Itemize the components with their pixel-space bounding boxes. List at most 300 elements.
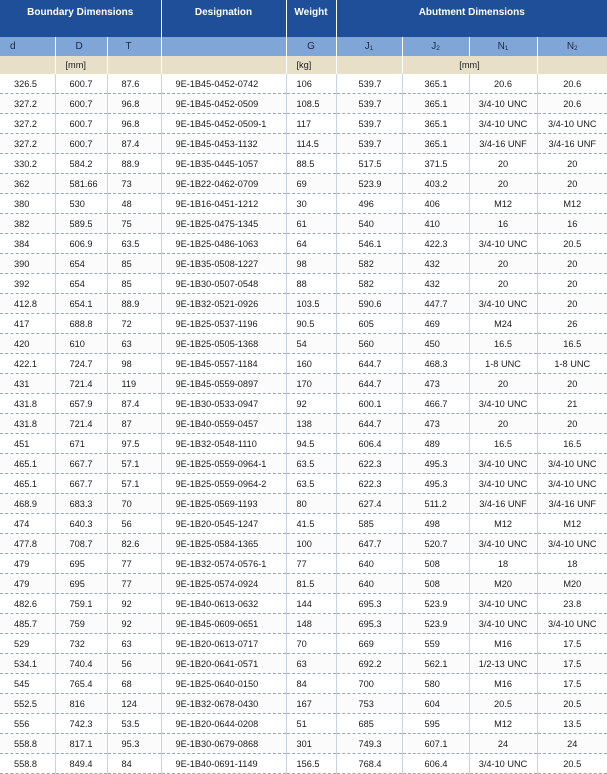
cell-J1: 700 <box>336 674 402 694</box>
col-J2-header: $J_2$ <box>402 37 469 56</box>
cell-d: 451 <box>0 434 55 454</box>
cell-J2: 365.1 <box>402 74 469 94</box>
table-row <box>0 154 607 174</box>
cell-d: 465.1 <box>0 454 55 474</box>
cell-d: 485.7 <box>0 614 55 634</box>
cell-N1: M20 <box>469 574 537 594</box>
cell-J1: 605 <box>336 314 402 334</box>
cell-J1: 496 <box>336 194 402 214</box>
cell-N1: 16.5 <box>469 434 537 454</box>
cell-D: 640.3 <box>55 514 107 534</box>
cell-D: 721.4 <box>55 374 107 394</box>
cell-N2: 3/4-16 UNF <box>537 494 607 514</box>
cell-designation: 9E-1B25-0559-0964-1 <box>161 454 286 474</box>
cell-T: 87.4 <box>107 134 161 154</box>
cell-D: 683.3 <box>55 494 107 514</box>
cell-designation: 9E-1B20-0641-0571 <box>161 654 286 674</box>
cell-N1: 3/4-10 UNC <box>469 754 537 774</box>
col-N1-header: $N_1$ <box>469 37 537 56</box>
cell-J1: 644.7 <box>336 414 402 434</box>
cell-T: 98 <box>107 354 161 374</box>
cell-N2: 20 <box>537 414 607 434</box>
cell-weight-G: 138 <box>286 414 336 434</box>
cell-J2: 422.3 <box>402 234 469 254</box>
cell-J1: 753 <box>336 694 402 714</box>
cell-N1: M12 <box>469 714 537 734</box>
cell-d: 420 <box>0 334 55 354</box>
cell-weight-G: 167 <box>286 694 336 714</box>
cell-T: 119 <box>107 374 161 394</box>
cell-J1: 695.3 <box>336 614 402 634</box>
cell-weight-G: 301 <box>286 734 336 754</box>
cell-J1: 517.5 <box>336 154 402 174</box>
cell-N1: 16.5 <box>469 334 537 354</box>
designation-header: Designation <box>161 0 286 37</box>
table-row <box>0 694 607 714</box>
cell-N2: 24 <box>537 734 607 754</box>
table-row <box>0 494 607 514</box>
cell-designation: 9E-1B16-0451-1212 <box>161 194 286 214</box>
cell-D: 667.7 <box>55 474 107 494</box>
cell-D: 584.2 <box>55 154 107 174</box>
cell-N2: 20 <box>537 374 607 394</box>
cell-d: 545 <box>0 674 55 694</box>
unit-blank-J1 <box>336 56 402 74</box>
cell-N1: 3/4-10 UNC <box>469 594 537 614</box>
cell-J1: 627.4 <box>336 494 402 514</box>
cell-N2: 20 <box>537 294 607 314</box>
cell-d: 474 <box>0 514 55 534</box>
cell-T: 92 <box>107 614 161 634</box>
table-row <box>0 534 607 554</box>
cell-N2: 20.5 <box>537 754 607 774</box>
cell-J2: 559 <box>402 634 469 654</box>
cell-T: 124 <box>107 694 161 714</box>
cell-J2: 495.3 <box>402 454 469 474</box>
symbol-header-row <box>0 37 607 56</box>
cell-N2: 3/4-10 UNC <box>537 614 607 634</box>
cell-D: 654 <box>55 254 107 274</box>
cell-T: 73 <box>107 174 161 194</box>
unit-row <box>0 56 607 74</box>
cell-J2: 365.1 <box>402 114 469 134</box>
col-G-header: G <box>286 37 336 56</box>
cell-J2: 473 <box>402 374 469 394</box>
weight-unit: [kg] <box>286 56 336 74</box>
cell-J1: 539.7 <box>336 74 402 94</box>
cell-d: 384 <box>0 234 55 254</box>
cell-designation: 9E-1B40-0691-1149 <box>161 754 286 774</box>
cell-weight-G: 63.5 <box>286 454 336 474</box>
cell-N2: 20 <box>537 274 607 294</box>
cell-weight-G: 114.5 <box>286 134 336 154</box>
cell-weight-G: 70 <box>286 634 336 654</box>
cell-J2: 432 <box>402 254 469 274</box>
table-row <box>0 114 607 134</box>
cell-J2: 508 <box>402 574 469 594</box>
cell-J2: 508 <box>402 554 469 574</box>
cell-designation: 9E-1B35-0445-1057 <box>161 154 286 174</box>
cell-N2: 16 <box>537 214 607 234</box>
boundary-unit: [mm] <box>55 56 107 74</box>
cell-weight-G: 106 <box>286 74 336 94</box>
cell-N1: M16 <box>469 674 537 694</box>
cell-N1: 20 <box>469 154 537 174</box>
cell-J2: 406 <box>402 194 469 214</box>
table-row <box>0 74 607 94</box>
cell-weight-G: 63 <box>286 654 336 674</box>
cell-J1: 622.3 <box>336 454 402 474</box>
cell-J2: 371.5 <box>402 154 469 174</box>
cell-N1: 20.5 <box>469 694 537 714</box>
cell-N2: M20 <box>537 574 607 594</box>
cell-d: 534.1 <box>0 654 55 674</box>
cell-D: 695 <box>55 574 107 594</box>
cell-N2: 3/4-10 UNC <box>537 534 607 554</box>
cell-d: 479 <box>0 554 55 574</box>
cell-D: 817.1 <box>55 734 107 754</box>
cell-designation: 9E-1B30-0533-0947 <box>161 394 286 414</box>
cell-T: 57.1 <box>107 454 161 474</box>
cell-J1: 669 <box>336 634 402 654</box>
cell-J1: 539.7 <box>336 134 402 154</box>
cell-weight-G: 54 <box>286 334 336 354</box>
cell-N1: 16 <box>469 214 537 234</box>
cell-N2: 16.5 <box>537 434 607 454</box>
cell-N1: M16 <box>469 634 537 654</box>
cell-J1: 600.1 <box>336 394 402 414</box>
cell-T: 97.5 <box>107 434 161 454</box>
unit-blank-d <box>0 56 55 74</box>
cell-designation: 9E-1B45-0453-1132 <box>161 134 286 154</box>
cell-designation: 9E-1B45-0557-1184 <box>161 354 286 374</box>
cell-N2: M12 <box>537 514 607 534</box>
cell-N2: 20.5 <box>537 234 607 254</box>
cell-J2: 498 <box>402 514 469 534</box>
cell-d: 529 <box>0 634 55 654</box>
table-row <box>0 234 607 254</box>
cell-d: 390 <box>0 254 55 274</box>
cell-designation: 9E-1B25-0505-1368 <box>161 334 286 354</box>
cell-N2: 3/4-10 UNC <box>537 114 607 134</box>
cell-D: 654 <box>55 274 107 294</box>
table-body <box>0 74 607 774</box>
cell-D: 695 <box>55 554 107 574</box>
cell-T: 82.6 <box>107 534 161 554</box>
cell-weight-G: 103.5 <box>286 294 336 314</box>
abutment-dimensions-header: Abutment Dimensions <box>336 0 607 37</box>
cell-weight-G: 94.5 <box>286 434 336 454</box>
cell-d: 382 <box>0 214 55 234</box>
unit-blank-T <box>107 56 161 74</box>
cell-N2: 20 <box>537 174 607 194</box>
table-row <box>0 574 607 594</box>
table-row <box>0 634 607 654</box>
table-row <box>0 314 607 334</box>
cell-J1: 540 <box>336 214 402 234</box>
cell-N1: M24 <box>469 314 537 334</box>
cell-designation: 9E-1B40-0613-0632 <box>161 594 286 614</box>
table-row <box>0 654 607 674</box>
cell-N1: 20 <box>469 254 537 274</box>
cell-weight-G: 61 <box>286 214 336 234</box>
cell-J1: 644.7 <box>336 354 402 374</box>
cell-J1: 546.1 <box>336 234 402 254</box>
cell-designation: 9E-1B25-0640-0150 <box>161 674 286 694</box>
table-row <box>0 434 607 454</box>
cell-weight-G: 88.5 <box>286 154 336 174</box>
table-row <box>0 394 607 414</box>
table-row <box>0 274 607 294</box>
cell-D: 671 <box>55 434 107 454</box>
cell-d: 482.6 <box>0 594 55 614</box>
cell-weight-G: 160 <box>286 354 336 374</box>
cell-weight-G: 84 <box>286 674 336 694</box>
cell-D: 654.1 <box>55 294 107 314</box>
cell-d: 431.8 <box>0 414 55 434</box>
cell-N2: 17.5 <box>537 634 607 654</box>
table-row <box>0 254 607 274</box>
cell-J2: 606.4 <box>402 754 469 774</box>
cell-weight-G: 98 <box>286 254 336 274</box>
cell-weight-G: 41.5 <box>286 514 336 534</box>
cell-designation: 9E-1B32-0548-1110 <box>161 434 286 454</box>
cell-weight-G: 77 <box>286 554 336 574</box>
cell-D: 589.5 <box>55 214 107 234</box>
cell-weight-G: 100 <box>286 534 336 554</box>
table-row <box>0 514 607 534</box>
col-d-header: d <box>0 37 55 56</box>
cell-J1: 749.3 <box>336 734 402 754</box>
cell-D: 600.7 <box>55 114 107 134</box>
cell-d: 556 <box>0 714 55 734</box>
cell-N2: 20.5 <box>537 694 607 714</box>
cell-designation: 9E-1B45-0559-0897 <box>161 374 286 394</box>
cell-N1: 3/4-10 UNC <box>469 454 537 474</box>
cell-D: 740.4 <box>55 654 107 674</box>
cell-N1: 20 <box>469 274 537 294</box>
cell-J2: 489 <box>402 434 469 454</box>
cell-J2: 595 <box>402 714 469 734</box>
cell-J2: 468.3 <box>402 354 469 374</box>
cell-D: 600.7 <box>55 74 107 94</box>
cell-weight-G: 90.5 <box>286 314 336 334</box>
cell-designation: 9E-1B45-0452-0509-1 <box>161 114 286 134</box>
table-row <box>0 194 607 214</box>
cell-T: 63.5 <box>107 234 161 254</box>
boundary-dimensions-header: Boundary Dimensions <box>0 0 161 37</box>
cell-J1: 640 <box>336 574 402 594</box>
cell-designation: 9E-1B25-0559-0964-2 <box>161 474 286 494</box>
cell-N2: 3/4-10 UNC <box>537 454 607 474</box>
table-row <box>0 94 607 114</box>
cell-designation: 9E-1B25-0475-1345 <box>161 214 286 234</box>
cell-N1: 20 <box>469 374 537 394</box>
cell-N1: 1/2-13 UNC <box>469 654 537 674</box>
cell-J2: 607.1 <box>402 734 469 754</box>
cell-J2: 520.7 <box>402 534 469 554</box>
cell-J2: 523.9 <box>402 594 469 614</box>
cell-T: 95.3 <box>107 734 161 754</box>
cell-d: 468.9 <box>0 494 55 514</box>
cell-J1: 560 <box>336 334 402 354</box>
col-J1-header: $J_1$ <box>336 37 402 56</box>
cell-d: 380 <box>0 194 55 214</box>
cell-D: 708.7 <box>55 534 107 554</box>
cell-T: 88.9 <box>107 294 161 314</box>
cell-N2: 20 <box>537 154 607 174</box>
cell-J1: 768.4 <box>336 754 402 774</box>
cell-N1: 24 <box>469 734 537 754</box>
cell-J1: 692.2 <box>336 654 402 674</box>
cell-d: 392 <box>0 274 55 294</box>
cell-designation: 9E-1B40-0559-0457 <box>161 414 286 434</box>
cell-weight-G: 81.5 <box>286 574 336 594</box>
cell-J2: 450 <box>402 334 469 354</box>
cell-weight-G: 156.5 <box>286 754 336 774</box>
cell-D: 759.1 <box>55 594 107 614</box>
cell-designation: 9E-1B35-0508-1227 <box>161 254 286 274</box>
cell-designation: 9E-1B30-0507-0548 <box>161 274 286 294</box>
table-row <box>0 734 607 754</box>
cell-D: 606.9 <box>55 234 107 254</box>
cell-J1: 590.6 <box>336 294 402 314</box>
cell-J2: 562.1 <box>402 654 469 674</box>
cell-J2: 447.7 <box>402 294 469 314</box>
unit-blank-N2 <box>537 56 607 74</box>
cell-T: 68 <box>107 674 161 694</box>
cell-N1: 20 <box>469 414 537 434</box>
cell-d: 422.1 <box>0 354 55 374</box>
cell-J1: 606.4 <box>336 434 402 454</box>
cell-J2: 403.2 <box>402 174 469 194</box>
cell-designation: 9E-1B25-0537-1196 <box>161 314 286 334</box>
cell-designation: 9E-1B32-0678-0430 <box>161 694 286 714</box>
cell-d: 558.8 <box>0 734 55 754</box>
cell-D: 610 <box>55 334 107 354</box>
cell-T: 96.8 <box>107 94 161 114</box>
col-N2-header: $N_2$ <box>537 37 607 56</box>
cell-D: 732 <box>55 634 107 654</box>
table-row <box>0 614 607 634</box>
cell-N1: 20.6 <box>469 74 537 94</box>
cell-J1: 644.7 <box>336 374 402 394</box>
cell-N2: 23.8 <box>537 594 607 614</box>
cell-J2: 511.2 <box>402 494 469 514</box>
cell-designation: 9E-1B45-0609-0651 <box>161 614 286 634</box>
cell-J1: 695.3 <box>336 594 402 614</box>
cell-D: 765.4 <box>55 674 107 694</box>
cell-D: 721.4 <box>55 414 107 434</box>
cell-D: 657.9 <box>55 394 107 414</box>
cell-d: 477.8 <box>0 534 55 554</box>
cell-d: 327.2 <box>0 114 55 134</box>
cell-d: 326.5 <box>0 74 55 94</box>
cell-weight-G: 30 <box>286 194 336 214</box>
cell-designation: 9E-1B45-0452-0742 <box>161 74 286 94</box>
cell-D: 667.7 <box>55 454 107 474</box>
cell-N2: 17.5 <box>537 674 607 694</box>
cell-d: 417 <box>0 314 55 334</box>
cell-D: 724.7 <box>55 354 107 374</box>
cell-d: 431 <box>0 374 55 394</box>
cell-designation: 9E-1B30-0679-0868 <box>161 734 286 754</box>
table-row <box>0 754 607 774</box>
col-designation-blank <box>161 37 286 56</box>
cell-d: 465.1 <box>0 474 55 494</box>
cell-T: 57.1 <box>107 474 161 494</box>
cell-T: 85 <box>107 254 161 274</box>
cell-D: 581.66 <box>55 174 107 194</box>
cell-N2: 21 <box>537 394 607 414</box>
cell-weight-G: 148 <box>286 614 336 634</box>
table-row <box>0 454 607 474</box>
table-row <box>0 294 607 314</box>
cell-d: 412.8 <box>0 294 55 314</box>
cell-N1: 20 <box>469 174 537 194</box>
abutment-unit: [mm] <box>402 56 537 74</box>
cell-d: 362 <box>0 174 55 194</box>
table-row <box>0 714 607 734</box>
cell-J2: 523.9 <box>402 614 469 634</box>
cell-d: 327.2 <box>0 94 55 114</box>
cell-designation: 9E-1B25-0574-0924 <box>161 574 286 594</box>
cell-T: 88.9 <box>107 154 161 174</box>
cell-J2: 469 <box>402 314 469 334</box>
cell-J1: 539.7 <box>336 114 402 134</box>
unit-blank-designation <box>161 56 286 74</box>
cell-D: 759 <box>55 614 107 634</box>
table-row <box>0 134 607 154</box>
cell-D: 688.8 <box>55 314 107 334</box>
cell-weight-G: 92 <box>286 394 336 414</box>
cell-d: 558.8 <box>0 754 55 774</box>
cell-T: 87 <box>107 414 161 434</box>
cell-weight-G: 80 <box>286 494 336 514</box>
cell-J2: 365.1 <box>402 94 469 114</box>
cell-J1: 539.7 <box>336 94 402 114</box>
cell-J2: 466.7 <box>402 394 469 414</box>
cell-T: 92 <box>107 594 161 614</box>
cell-N1: 3/4-10 UNC <box>469 534 537 554</box>
cell-T: 56 <box>107 514 161 534</box>
cell-designation: 9E-1B32-0574-0576-1 <box>161 554 286 574</box>
cell-J1: 523.9 <box>336 174 402 194</box>
cell-J2: 410 <box>402 214 469 234</box>
col-D-header: D <box>55 37 107 56</box>
cell-J1: 582 <box>336 254 402 274</box>
cell-T: 75 <box>107 214 161 234</box>
cell-N2: 20 <box>537 254 607 274</box>
table-row <box>0 374 607 394</box>
cell-weight-G: 64 <box>286 234 336 254</box>
cell-N1: 1-8 UNC <box>469 354 537 374</box>
cell-N1: 3/4-16 UNF <box>469 134 537 154</box>
cell-designation: 9E-1B45-0452-0509 <box>161 94 286 114</box>
cell-designation: 9E-1B32-0521-0926 <box>161 294 286 314</box>
cell-designation: 9E-1B25-0569-1193 <box>161 494 286 514</box>
cell-N1: M12 <box>469 194 537 214</box>
cell-J1: 622.3 <box>336 474 402 494</box>
cell-D: 600.7 <box>55 134 107 154</box>
cell-weight-G: 51 <box>286 714 336 734</box>
cell-N1: 3/4-10 UNC <box>469 234 537 254</box>
cell-J2: 604 <box>402 694 469 714</box>
cell-T: 48 <box>107 194 161 214</box>
cell-J1: 640 <box>336 554 402 574</box>
cell-J1: 685 <box>336 714 402 734</box>
cell-T: 87.4 <box>107 394 161 414</box>
